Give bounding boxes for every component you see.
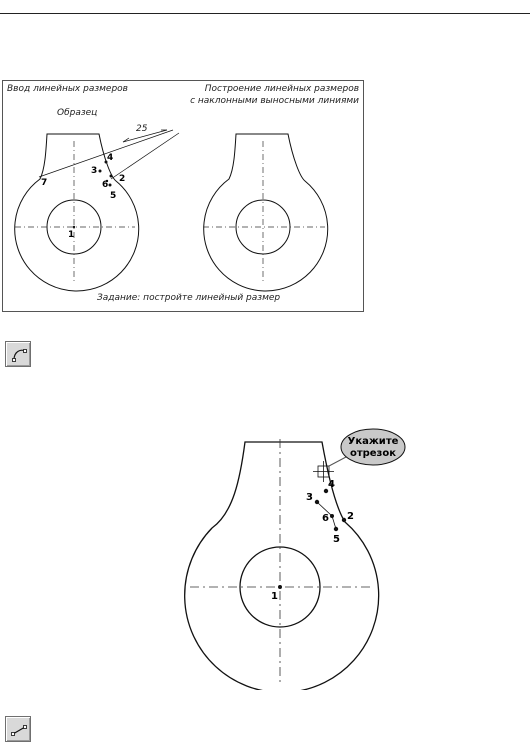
sample-centerlines: [15, 141, 135, 281]
dimension-value: 25: [136, 124, 148, 134]
enlarged-point-5: 5: [333, 534, 340, 545]
sample-point-2: 2: [119, 174, 126, 184]
enlarged-point-2: 2: [347, 511, 354, 522]
enlarged-point-6: 6: [322, 513, 329, 524]
sample-point-1: 1: [68, 230, 75, 240]
sample-label: Образец: [57, 108, 98, 118]
enlarged-drawing: [176, 425, 456, 690]
sample-point-6: 6: [102, 180, 109, 190]
task-part-outline: [204, 134, 328, 291]
task-centerlines: [203, 141, 325, 281]
callout-line-2: отрезок: [349, 448, 397, 459]
enlarged-point-3: 3: [306, 492, 313, 503]
figure-title-right-1: Построение линейных размеров: [204, 84, 359, 94]
sample-point-7: 7: [41, 178, 48, 188]
sample-part-outline: [15, 134, 139, 291]
segment-tool-button[interactable]: [5, 716, 31, 742]
sample-point-5: 5: [110, 191, 117, 201]
enlarged-point-4: 4: [328, 479, 335, 490]
callout-line-1: Укажите: [347, 436, 399, 447]
sample-point-3: 3: [91, 166, 98, 176]
arc-tool-button[interactable]: [5, 341, 31, 367]
enlarged-point-1: 1: [271, 591, 278, 602]
task-caption: Задание: постройте линейный размер: [97, 293, 281, 303]
enlarged-centerlines: [190, 439, 372, 683]
task-figure-frame: [2, 80, 364, 312]
arc-tool-icon: [6, 342, 32, 368]
segment-tool-icon: [6, 717, 32, 743]
figure-title-right-2: с наклонными выносными линиями: [190, 96, 359, 106]
figure-title-left: Ввод линейных размеров: [7, 84, 128, 94]
sample-point-4: 4: [107, 153, 114, 163]
top-rule: [0, 13, 530, 14]
task-drawing: [3, 81, 363, 311]
enlarged-part-outline: [185, 442, 379, 690]
